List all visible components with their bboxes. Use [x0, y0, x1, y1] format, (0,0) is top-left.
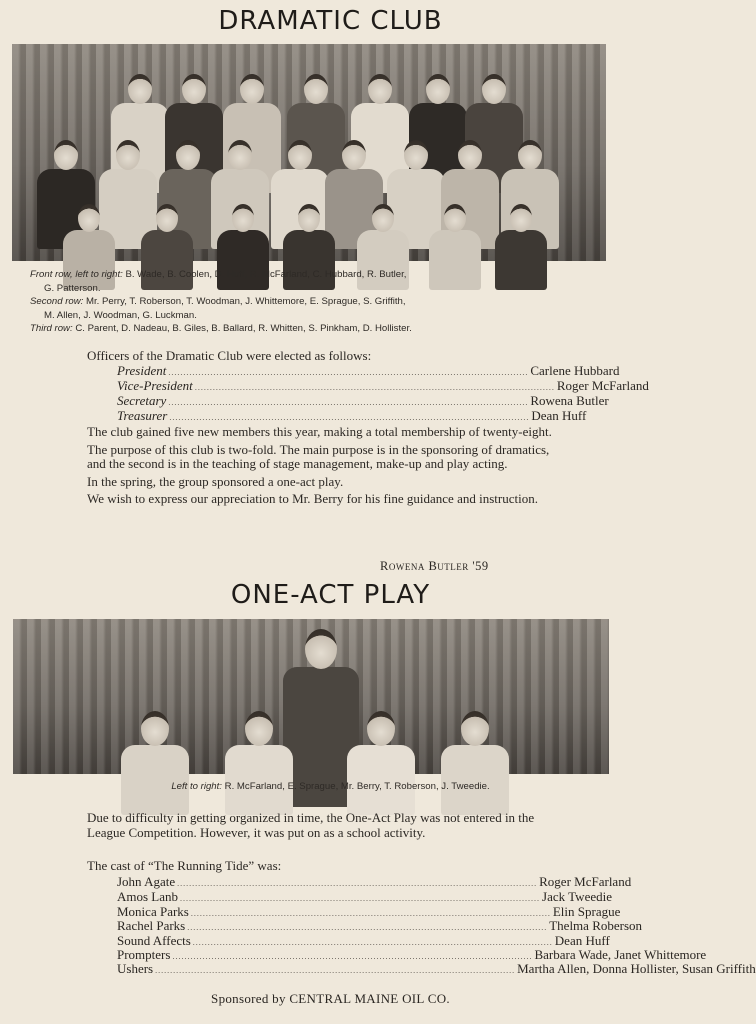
club-body-text [87, 425, 559, 510]
paragraph: The purpose of this club is two-fold. The main purpose is in the sponsoring of dramatics, and the second is in the teaching of stage management, make-up and play acting. [87, 441, 550, 472]
one-act-play-photo [13, 619, 609, 774]
paragraph: We wish to express our appreciation to Mr. Berry for his fine guidance and instruction. [87, 491, 538, 507]
caption-second-row: Second row: Mr. Perry, T. Roberson, T. Woodman, J. Whittemore, E. Sprague, S. Griffith, [30, 296, 406, 307]
one-act-play-heading: ONE-ACT PLAY [230, 580, 431, 610]
play-paragraph: Due to difficulty in getting organized in time, the One-Act Play was not entered in the League Competition. However, it was put on as a school activity. [87, 810, 535, 840]
sponsor-line: Sponsored by CENTRAL MAINE OIL CO. [211, 991, 450, 1006]
dramatic-club-photo [12, 44, 606, 261]
dramatic-club-heading: DRAMATIC CLUB [218, 6, 443, 36]
officer-row: Treasurer ........................................................................................................................ Dean Huff [117, 408, 587, 423]
caption-front-row-cont: G. Patterson. [44, 282, 101, 294]
play-photo-caption: Left to right: R. McFarland, E. Sprague, Mr. Berry, T. Roberson, J. Tweedie. [171, 781, 490, 792]
author-signature: Rowena Butler '59 [380, 559, 489, 573]
cast-intro: The cast of “The Running Tide” was: [87, 858, 282, 873]
cast-row: Prompters ........................................................................................................................ Barbara Wade, Janet Whittemore [117, 947, 707, 962]
cast-row: Sound Affects ........................................................................................................................ Dean Huff [117, 933, 610, 948]
caption-front-row: Front row, left to right: B. Wade, B. Coolen, D. Huff, R. McFarland, C. Hubbard, R. Butler, [30, 269, 407, 280]
paragraph: In the spring, the group sponsored a one-act play. [87, 473, 344, 489]
officer-row: President ........................................................................................................................ Carlene Hubbard [117, 363, 620, 378]
paragraph: The club gained five new members this year, making a total membership of twenty-eight. [87, 424, 552, 439]
officer-row: Vice-President ........................................................................................................................ Roger McFarland [117, 378, 649, 393]
cast-row: Amos Lanb ........................................................................................................................ Jack Tweedie [117, 889, 612, 904]
caption-third-row: Third row: C. Parent, D. Nadeau, B. Giles, B. Ballard, R. Whitten, S. Pinkham, D. Hollister. [30, 323, 412, 334]
cast-row: Ushers ........................................................................................................................ Martha Allen, Donna Hollister, Susan Griffith [117, 961, 756, 976]
officers-intro: Officers of the Dramatic Club were elected as follows: [87, 348, 372, 363]
club-photo-caption [30, 268, 630, 336]
caption-second-row-cont: M. Allen, J. Woodman, G. Luckman. [44, 309, 197, 321]
cast-row: John Agate ........................................................................................................................ Roger McFarland [117, 874, 632, 889]
officer-row: Secretary ........................................................................................................................ Rowena Butler [117, 393, 609, 408]
cast-row: Rachel Parks ........................................................................................................................ Thelma Roberson [117, 918, 643, 933]
cast-row: Monica Parks ........................................................................................................................ Elin Sprague [117, 904, 621, 919]
